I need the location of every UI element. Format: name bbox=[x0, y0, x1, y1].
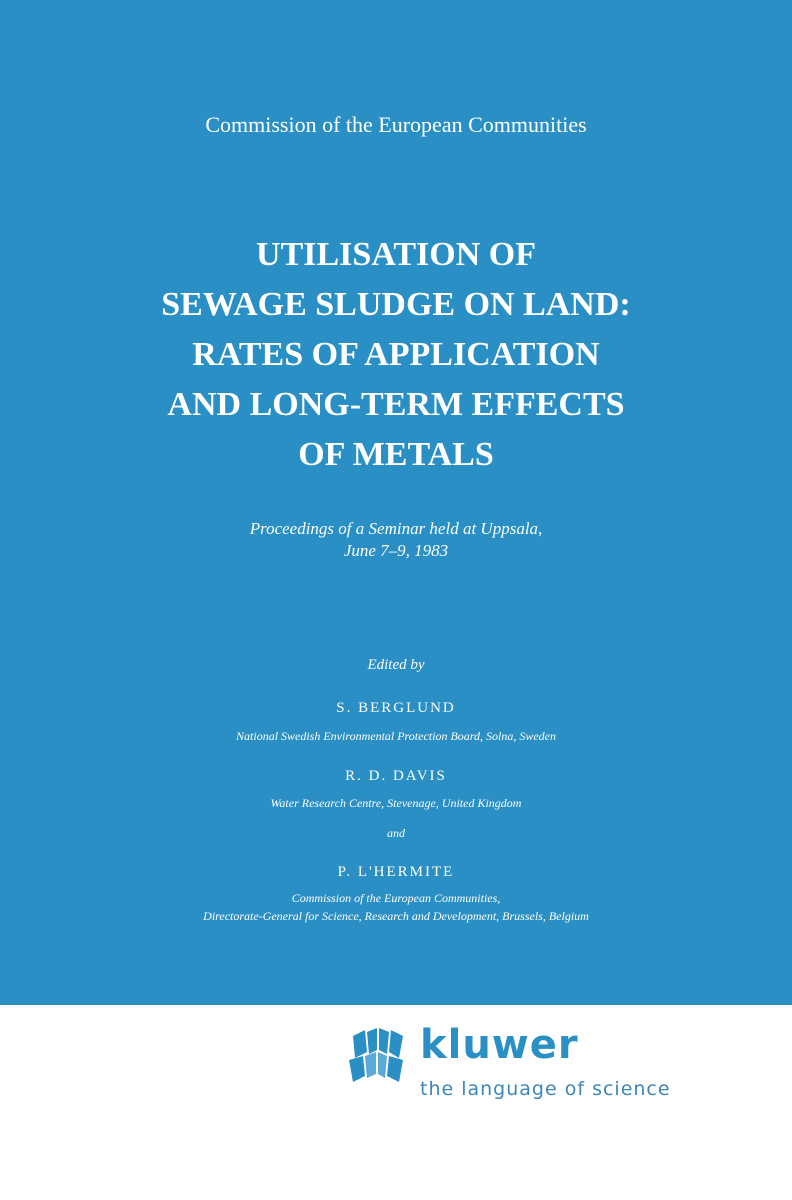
logo-tagline: the language of science bbox=[420, 1078, 671, 1100]
book-title bbox=[40, 230, 752, 480]
subtitle-line: Proceedings of a Seminar held at Uppsala, bbox=[249, 519, 543, 538]
editor-name: S. BERGLUND bbox=[336, 700, 456, 716]
editor-name: R. D. DAVIS bbox=[345, 768, 447, 784]
editor-affiliation: Directorate-General for Science, Research and Development, Brussels, Belgium bbox=[203, 909, 589, 923]
book-subtitle bbox=[0, 518, 792, 562]
kluwer-book-logo-icon bbox=[345, 1026, 407, 1084]
title-line: AND LONG-TERM EFFECTS bbox=[167, 386, 625, 423]
logo-wordmark: kluwer bbox=[420, 1022, 579, 1068]
editor-name: P. L'HERMITE bbox=[337, 864, 455, 880]
publisher-line: Commission of the European Communities bbox=[205, 112, 587, 137]
publisher-logo bbox=[345, 1022, 685, 1112]
editor-affiliation: National Swedish Environmental Protection Board, Solna, Sweden bbox=[236, 729, 556, 743]
subtitle-line: June 7–9, 1983 bbox=[343, 541, 449, 560]
and-label: and bbox=[387, 826, 405, 840]
title-line: RATES OF APPLICATION bbox=[192, 336, 600, 373]
editor-affiliation: Commission of the European Communities, bbox=[291, 891, 501, 905]
title-line: SEWAGE SLUDGE ON LAND: bbox=[161, 286, 631, 323]
title-line: OF METALS bbox=[298, 436, 494, 473]
edited-by-label: Edited by bbox=[367, 657, 425, 673]
editor-affiliation: Water Research Centre, Stevenage, United Kingdom bbox=[270, 796, 522, 810]
title-line: UTILISATION OF bbox=[256, 236, 536, 273]
